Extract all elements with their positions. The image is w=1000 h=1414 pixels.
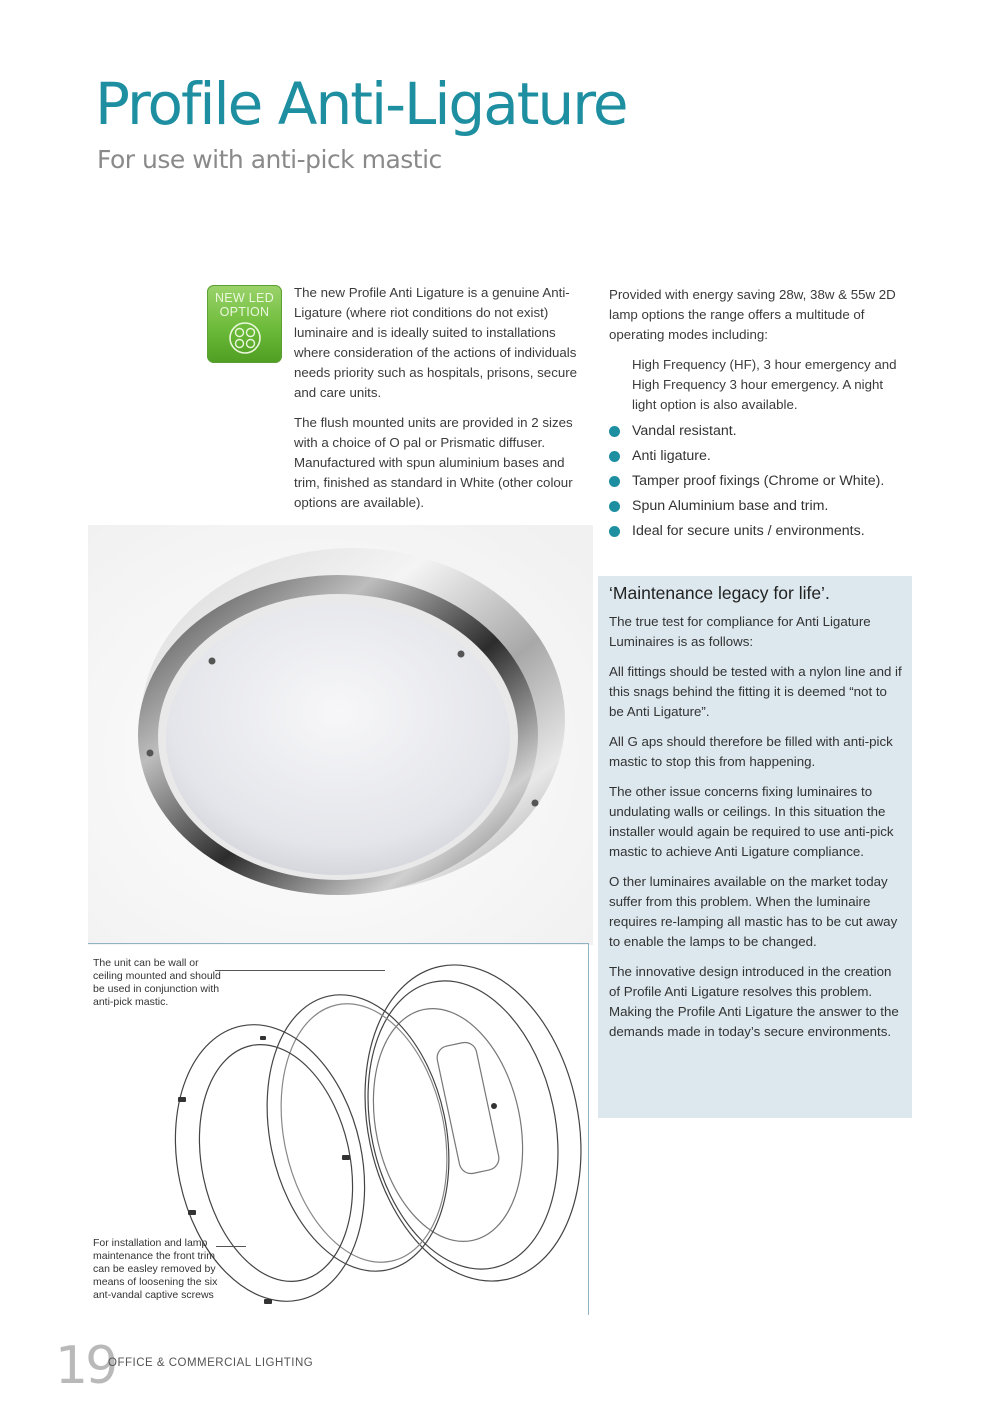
list-item	[609, 496, 909, 516]
feature-text: Ideal for secure units / environments.	[632, 523, 865, 539]
list-item	[609, 471, 909, 491]
list-item	[609, 446, 909, 466]
feature-text: Spun Aluminium base and trim.	[632, 498, 829, 514]
bullet-dot-icon	[609, 501, 620, 512]
maintenance-paragraph: The true test for compliance for Anti Ligature Luminaires is as follows:	[609, 614, 871, 649]
maintenance-panel	[598, 576, 912, 1118]
feature-text: Anti ligature.	[632, 448, 711, 464]
page-title: Profile Anti-Ligature	[95, 70, 627, 138]
list-item	[609, 421, 909, 441]
maintenance-paragraph: All G aps should therefore be filled with anti-pick mastic to stop this from happening.	[609, 734, 893, 769]
page-subtitle: For use with anti-pick mastic	[97, 145, 442, 174]
operating-modes-paragraph: High Frequency (HF), 3 hour emergency and High Frequency 3 hour emergency. A night light option is also available.	[632, 357, 897, 412]
features-column	[609, 285, 909, 546]
intro-paragraph-1: The new Profile Anti Ligature is a genuine Anti-Ligature (where riot conditions do not exist) luminaire and is ideally suited to installations where consideration of the actions of individuals needs priority such as hospitals, prisons, secure and care units.	[294, 285, 578, 400]
caption-leader-line	[215, 970, 385, 971]
section-label: OFFICE & COMMERCIAL LIGHTING	[108, 1357, 314, 1369]
bullet-dot-icon	[609, 476, 620, 487]
feature-text: Vandal resistant.	[632, 423, 737, 439]
intro-column	[294, 283, 579, 523]
badge-line-1: NEW LED	[214, 291, 275, 305]
maintenance-paragraph: All fittings should be tested with a nylon line and if this snags behind the fitting it is deemed “not to be Anti Ligature”.	[609, 664, 902, 719]
feature-list	[609, 421, 909, 541]
led-cluster-icon	[228, 321, 262, 355]
list-item	[609, 521, 909, 541]
page-number: 19	[55, 1336, 116, 1396]
badge-line-2: OPTION	[219, 305, 270, 319]
caption-leader-line	[216, 1246, 246, 1247]
luminaire-photo	[88, 525, 593, 945]
lamp-options-paragraph: Provided with energy saving 28w, 38w & 55w 2D lamp options the range offers a multitude of operating modes including:	[609, 287, 896, 342]
maintenance-paragraph: The other issue concerns fixing luminaires to undulating walls or ceilings. In this situation the installer would again be required to use anti-pick mastic to achieve Anti Ligature compliance.	[609, 784, 894, 859]
caption-installation: For installation and lamp maintenance the front trim can be easley removed by means of loosening the six ant-vandal captive screws	[93, 1237, 218, 1301]
bullet-dot-icon	[609, 426, 620, 437]
new-led-option-badge	[207, 285, 282, 363]
maintenance-heading: ‘Maintenance legacy for life’.	[609, 583, 830, 603]
maintenance-paragraph: O ther luminaires available on the market today suffer from this problem. When the luminaire requires re-lamping all mastic has to be cut away to enable the lamps to be changed.	[609, 874, 898, 949]
caption-mounting: The unit can be wall or ceiling mounted and should be used in conjunction with anti-pick mastic.	[93, 957, 221, 1008]
bullet-dot-icon	[609, 526, 620, 537]
bullet-dot-icon	[609, 451, 620, 462]
intro-paragraph-2: The flush mounted units are provided in 2 sizes with a choice of O pal or Prismatic diffuser. Manufactured with spun aluminium bases and trim, finished as standard in White (other colour options are available).	[294, 415, 573, 510]
maintenance-paragraph: The innovative design introduced in the creation of Profile Anti Ligature resolves this problem. Making the Profile Anti Ligature the answer to the demands made in today’s secure environments.	[609, 964, 899, 1039]
feature-text: Tamper proof fixings (Chrome or White).	[632, 473, 885, 489]
